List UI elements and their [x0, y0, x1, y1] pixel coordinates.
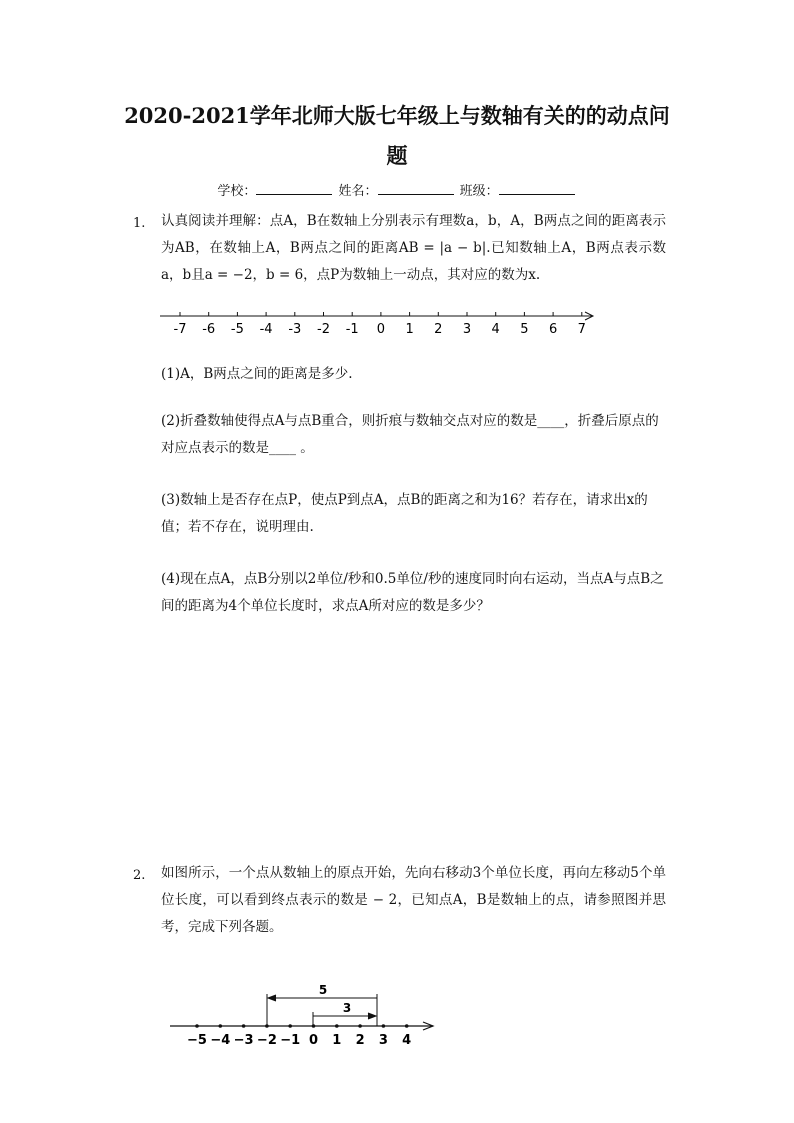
figure-tick-point	[335, 1024, 339, 1028]
number-line-tick-label: 3	[462, 322, 472, 337]
short-arrow-label: 3	[342, 1001, 352, 1015]
figure-tick-point	[219, 1024, 223, 1028]
school-blank	[256, 182, 332, 195]
figure-tick-point	[288, 1024, 292, 1028]
figure-tick-label: −4	[210, 1033, 231, 1048]
number-line-tick-label: -4	[259, 322, 273, 337]
figure-tick-label: 0	[308, 1033, 319, 1048]
number-line-tick-label: -3	[288, 322, 302, 337]
figure-tick-label: 4	[402, 1033, 412, 1048]
question-2-number: 2.	[133, 868, 146, 883]
question-1-part-2: (2)折叠数轴使得点A与点B重合，则折痕与数轴交点对应的数是____，折叠后原点的对应点表示的数是____ 。	[161, 413, 659, 456]
number-line-tick-label: -5	[230, 322, 244, 337]
question-1-number: 1.	[133, 216, 146, 231]
question-1-number-line	[155, 303, 605, 343]
document-title: 2020-2021学年北师大版七年级上与数轴有关的的动点问题	[124, 103, 670, 168]
short-arrow-head	[368, 1013, 376, 1019]
figure-tick-point	[358, 1024, 362, 1028]
figure-tick-label: −5	[187, 1033, 207, 1048]
number-line-tick-label: 4	[491, 322, 500, 337]
figure-tick-point	[382, 1024, 386, 1028]
figure-tick-label: 2	[355, 1033, 365, 1048]
figure-tick-point	[242, 1024, 246, 1028]
long-arrow-head	[268, 995, 276, 1001]
number-line-tick-label: 6	[548, 322, 558, 337]
number-line-tick-label: -1	[345, 322, 359, 337]
question-1-part-3: (3)数轴上是否存在点P，使点P到点A，点B的距离之和为16？若存在，请求出x的值；若不存在，说明理由.	[161, 492, 648, 535]
figure-tick-point	[195, 1024, 199, 1028]
school-label: 学校：	[217, 184, 257, 199]
figure-tick-label: −3	[233, 1033, 254, 1048]
question-2-text: 如图所示，一个点从数轴上的原点开始，先向右移动3个单位长度，再向左移动5个单位长度，可以看到终点表示的数是 − 2，已知点A，B是数轴上的点，请参照图并思考，完成下列各题。	[161, 865, 666, 935]
number-line-tick-label: 2	[434, 322, 443, 337]
number-line-tick-label: 7	[577, 322, 586, 337]
student-info-line	[0, 180, 794, 199]
class-blank	[499, 182, 575, 195]
figure-tick-point	[405, 1024, 409, 1028]
number-line-tick-label: -6	[202, 322, 216, 337]
number-line-tick-label: 0	[376, 322, 386, 337]
question-1-part-4: (4)现在点A，点B分别以2单位/秒和0.5单位/秒的速度同时向右运动，当点A与点B之间的距离为4个单位长度时，求点A所对应的数是多少？	[161, 571, 664, 614]
question-2-number-line-figure	[165, 980, 445, 1050]
figure-tick-label: −1	[280, 1033, 301, 1048]
number-line-tick-label: 1	[405, 322, 414, 337]
long-arrow-label: 5	[318, 983, 328, 997]
name-label: 姓名：	[338, 184, 378, 199]
figure-ticks	[187, 1024, 411, 1048]
figure-tick-label: −2	[256, 1033, 277, 1048]
number-line-tick-label: -7	[173, 322, 187, 337]
name-blank	[378, 182, 454, 195]
question-1-text: 认真阅读并理解：点A，B在数轴上分别表示有理数a，b，A，B两点之间的距离表示为AB，在数轴上A，B两点之间的距离AB = |a − b|.已知数轴上A，B两点表示数a，b且a = −2，b = 6，点P为数轴上一动点，其对应的数为x.	[161, 213, 666, 283]
question-1-part-1: (1)A，B两点之间的距离是多少.	[161, 366, 353, 382]
number-line-tick-label: 5	[520, 322, 529, 337]
figure-tick-label: 1	[332, 1033, 342, 1048]
class-label: 班级：	[459, 184, 499, 199]
number-line-tick-label: -2	[317, 322, 330, 337]
figure-tick-label: 3	[378, 1033, 388, 1048]
